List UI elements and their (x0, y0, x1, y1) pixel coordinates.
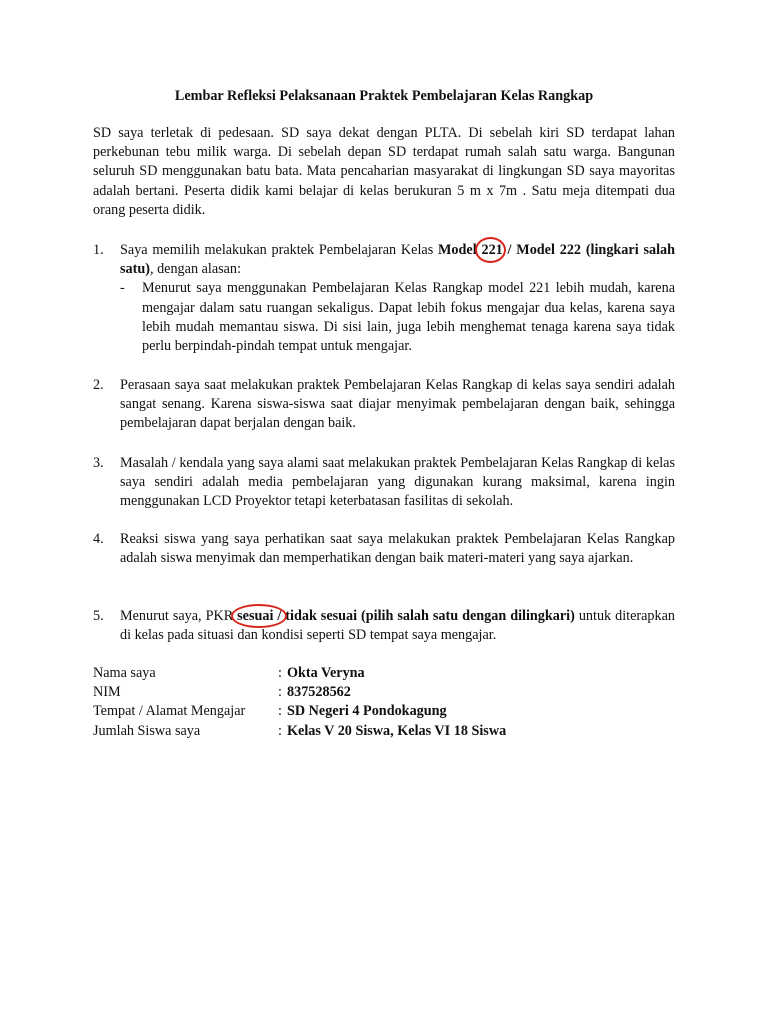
identity-colon: : (278, 703, 282, 720)
item-number: 3. (93, 455, 104, 471)
identity-value: Okta Veryna (287, 665, 365, 681)
bullet-dash: - (120, 280, 125, 297)
identity-block (93, 664, 675, 741)
item-number: 1. (93, 242, 104, 258)
identity-row-nim (93, 683, 675, 702)
identity-label: Jumlah Siswa saya (93, 722, 201, 739)
identity-label: Nama saya (93, 665, 156, 681)
selected-option (237, 607, 273, 626)
item-body (120, 607, 675, 645)
option-instruction: / tidak sesuai (pilih salah satu dengan dilingkari) (273, 608, 575, 624)
identity-row-name (93, 664, 675, 683)
selected-option (481, 241, 502, 260)
identity-row-school (93, 702, 675, 721)
identity-value: Kelas V 20 Siswa, Kelas VI 18 Siswa (287, 722, 507, 739)
identity-value: 837528562 (287, 684, 351, 701)
item-text: Perasaan saya saat melakukan praktek Pembelajaran Kelas Rangkap di kelas saya sendiri adalah sangat senang. Karena siswa-siswa saat diajar menyimak pembelajaran dengan baik, sehingga pembelajaran dapat berjalan dengan baik. (120, 377, 675, 432)
selected-option-text: 221 (481, 242, 503, 258)
document-title: Lembar Refleksi Pelaksanaan Praktek Pembelajaran Kelas Rangkap (174, 88, 594, 104)
item-number: 2. (93, 377, 104, 393)
identity-colon: : (278, 722, 282, 739)
item-text: Masalah / kendala yang saya alami saat melakukan praktek Pembelajaran Kelas Rangkap di kelas saya sendiri adalah media pembelajaran yang digunakan kurang maksimal, karena ingin menggunakan LCD Proyektor tetapi keterbatasan fasilitas di sekolah. (120, 455, 675, 510)
reason-subitem (120, 279, 675, 356)
identity-label: NIM (93, 684, 121, 701)
identity-colon: : (278, 684, 282, 701)
identity-row-students (93, 722, 675, 741)
selected-option-text: sesuai (237, 608, 274, 624)
identity-label: Tempat / Alamat Mengajar (93, 703, 246, 720)
reason-text: Menurut saya menggunakan Pembelajaran Kelas Rangkap model 221 lebih mudah, karena mengajar dalam satu ruangan sekaligus. Dapat lebih fokus mengajar dua kelas, karena saya lebih mudah memantau siswa. Di sisi lain, juga lebih menghemat tenaga karena saya tidak perlu berpindah-pindah tempat untuk mengajar. (142, 280, 675, 355)
item-text: Menurut saya, PKR (120, 608, 238, 624)
item-number: 4. (93, 531, 104, 547)
identity-colon: : (278, 665, 282, 681)
model-label: Model (438, 242, 482, 258)
option-instruction: / Model 222 (lingkari salah satu) (120, 242, 675, 278)
item-text-after: , dengan alasan: (149, 261, 241, 278)
item-number: 5. (93, 608, 104, 624)
item-body (120, 241, 675, 356)
item-text-after: untuk diterapkan di kelas pada situasi dan kondisi seperti SD tempat saya mengajar. (120, 608, 675, 644)
identity-value: SD Negeri 4 Pondokagung (287, 703, 447, 720)
item-text: Saya memilih melakukan praktek Pembelajaran Kelas (120, 242, 439, 258)
intro-paragraph: SD saya terletak di pedesaan. SD saya dekat dengan PLTA. Di sebelah kiri SD terdapat lahan perkebunan tebu milik warga. Di sebelah depan SD terdapat rumah salah satu warga. Bangunan seluruh SD menggunakan batu bata. Mata pencaharian masyarakat di lingkungan SD saya mayoritas adalah bertani. Peserta didik kami belajar di kelas berukuran 5 m x 7m . Satu meja ditempati dua orang peserta didik. (93, 125, 675, 218)
item-text: Reaksi siswa yang saya perhatikan saat saya melakukan praktek Pembelajaran Kelas Rangkap adalah siswa menyimak dan memperhatikan dengan baik materi-materi yang saya ajarkan. (120, 531, 675, 567)
